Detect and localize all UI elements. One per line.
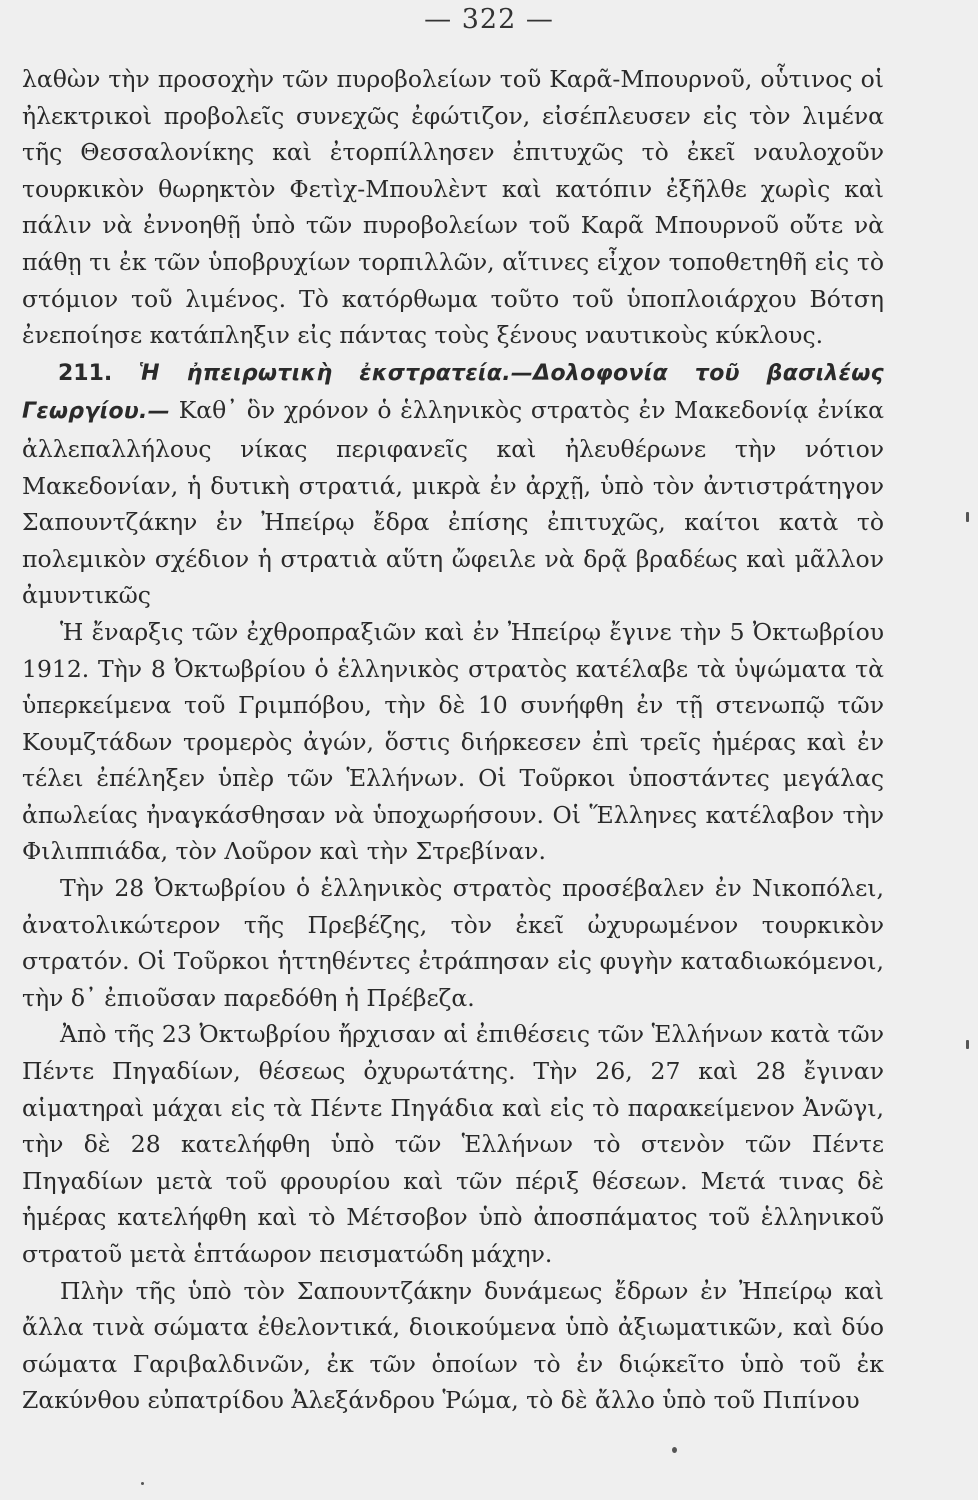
section-paragraph	[22, 354, 884, 614]
paragraph: Τὴν 28 Ὀκτωβρίου ὁ ἑλληνικὸς στρατὸς προσέβαλεν ἐν Νικοπόλει, ἀνατολικώτερον τῆς Πρεβέζης, τὸν ἐκεῖ ὠχυρωμένον τουρκικὸν στρατόν. Οἱ Τοῦρκοι ἡττηθέντες ἐτράπησαν εἰς φυγὴν καταδιωκόμενοι, τὴν δ᾽ ἐπιοῦσαν παρεδόθη ἡ Πρέβεζα.	[22, 874, 884, 1012]
section-number: 211.	[58, 360, 113, 386]
print-speck	[141, 1482, 144, 1485]
section-title: Ἡ ἠπειρωτικὴ ἐκστρατεία.—Δολοφονία τοῦ βασιλέως Γεωργίου.—	[22, 360, 884, 425]
paragraph-continuation: λαθὼν τὴν προσοχὴν τῶν πυροβολείων τοῦ Καρᾶ-Μπουρνοῦ, οὗτινος οἱ ἠλεκτρικοὶ προβολεῖς συνεχῶς ἐφώτιζον, εἰσέπλευσεν εἰς τὸν λιμένα τῆς Θεσσαλονίκης καὶ ἐτορπίλλησεν ἐπιτυχῶς τὸ ἐκεῖ ναυλοχοῦν τουρκικὸν θωρηκτὸν Φετὶχ-Μπουλὲντ καὶ κατόπιν ἐξῆλθε χωρὶς καὶ πάλιν νὰ ἐννοηθῇ ὑπὸ τῶν πυροβολείων τοῦ Καρᾶ Μπουρνοῦ οὔτε νὰ πάθῃ τι ἐκ τῶν ὑποβρυχίων τορπιλλῶν, αἵτινες εἶχον τοποθετηθῆ εἰς τὸ στόμιον τοῦ λιμένος. Τὸ κατόρθωμα τοῦτο τοῦ ὑποπλοιάρχου Βότση ἐνεποίησε κατάπληξιν εἰς πάντας τοὺς ξένους ναυτικοὺς κύκλους.	[22, 65, 884, 350]
print-speck	[672, 1447, 677, 1453]
paragraph: Ἡ ἔναρξις τῶν ἐχθροπραξιῶν καὶ ἐν Ἠπείρῳ ἔγινε τὴν 5 Ὀκτωβρίου 1912. Τὴν 8 Ὀκτωβρίου ὁ ἑλληνικὸς στρατὸς κατέλαβε τὰ ὑψώματα τὰ ὑπερκείμενα τοῦ Γριμπόβου, τὴν δὲ 10 συνήφθη ἐν τῇ στενωπῷ τῶν Κουμζτάδων τρομερὸς ἀγών, ὅστις διήρκεσεν ἐπὶ τρεῖς ἡμέρας καὶ ἐν τέλει ἐπέληξεν ὑπὲρ τῶν Ἑλλήνων. Οἱ Τοῦρκοι ὑποστάντες μεγάλας ἀπωλείας ἠναγκάσθησαν νὰ ὑποχωρήσουν. Οἱ Ἕλληνες κατέλαβον τὴν Φιλιππιάδα, τὸν Λοῦρον καὶ τὴν Στρεβίναν.	[22, 617, 884, 866]
paragraph: Ἀπὸ τῆς 23 Ὀκτωβρίου ἤρχισαν αἱ ἐπιθέσεις τῶν Ἑλλήνων κατὰ τῶν Πέντε Πηγαδίων, θέσεως ὀχυρωτάτης. Τὴν 26, 27 καὶ 28 ἔγιναν αἱματηραὶ μάχαι εἰς τὰ Πέντε Πηγάδια καὶ εἰς τὸ παρακείμενον Ἀνῶγι, τὴν δὲ 28 κατελήφθη ὑπὸ τῶν Ἑλλήνων τὸ στενὸν τῶν Πέντε Πηγαδίων μετὰ τοῦ φρουρίου καὶ τῶν πέριξ θέσεων. Μετά τινας δὲ ἡμέρας κατελήφθη καὶ τὸ Μέτσοβον ὑπὸ ἀποσπάματος τοῦ ἑλληνικοῦ στρατοῦ μετὰ ἑπτάωρον πεισματώδη μάχην.	[22, 1020, 884, 1268]
print-speck	[966, 1040, 969, 1049]
print-speck	[966, 512, 969, 522]
body-text	[22, 61, 884, 1419]
page-number: — 322 —	[424, 4, 554, 35]
paragraph: Πλὴν τῆς ὑπὸ τὸν Σαπουντζάκην δυνάμεως ἔδρων ἐν Ἠπείρῳ καὶ ἄλλα τινὰ σώματα ἐθελοντικά, διοικούμενα ὑπὸ ἀξιωματικῶν, καὶ δύο σώματα Γαριβαλδινῶν, ἐκ τῶν ὁποίων τὸ ἐν διῴκεῖτο ὑπὸ τοῦ ἐκ Ζακύνθου εὐπατρίδου Ἀλεξάνδρου Ῥώμα, τὸ δὲ ἄλλο ὑπὸ τοῦ Πιπίνου	[22, 1276, 884, 1415]
section-body: Καθ᾽ ὃν χρόνον ὁ ἑλληνικὸς στρατὸς ἐν Μακεδονίᾳ ἐνίκα ἀλλεπαλλήλους νίκας περιφανεῖς καὶ ἠλευθέρωνε τὴν νότιον Μακεδονίαν, ἡ δυτικὴ στρατιά, μικρὰ ἐν ἀρχῇ, ὑπὸ τὸν ἀντιστράτηγον Σαπουντζάκην ἐν Ἠπείρῳ ἔδρα ἐπίσης ἐπιτυχῶς, καίτοι κατὰ τὸ πολεμικὸν σχέδιον ἡ στρατιὰ αὕτη ὤφειλε νὰ δρᾷ βραδέως καὶ μᾶλλον ἀμυντικῶς	[22, 396, 884, 610]
